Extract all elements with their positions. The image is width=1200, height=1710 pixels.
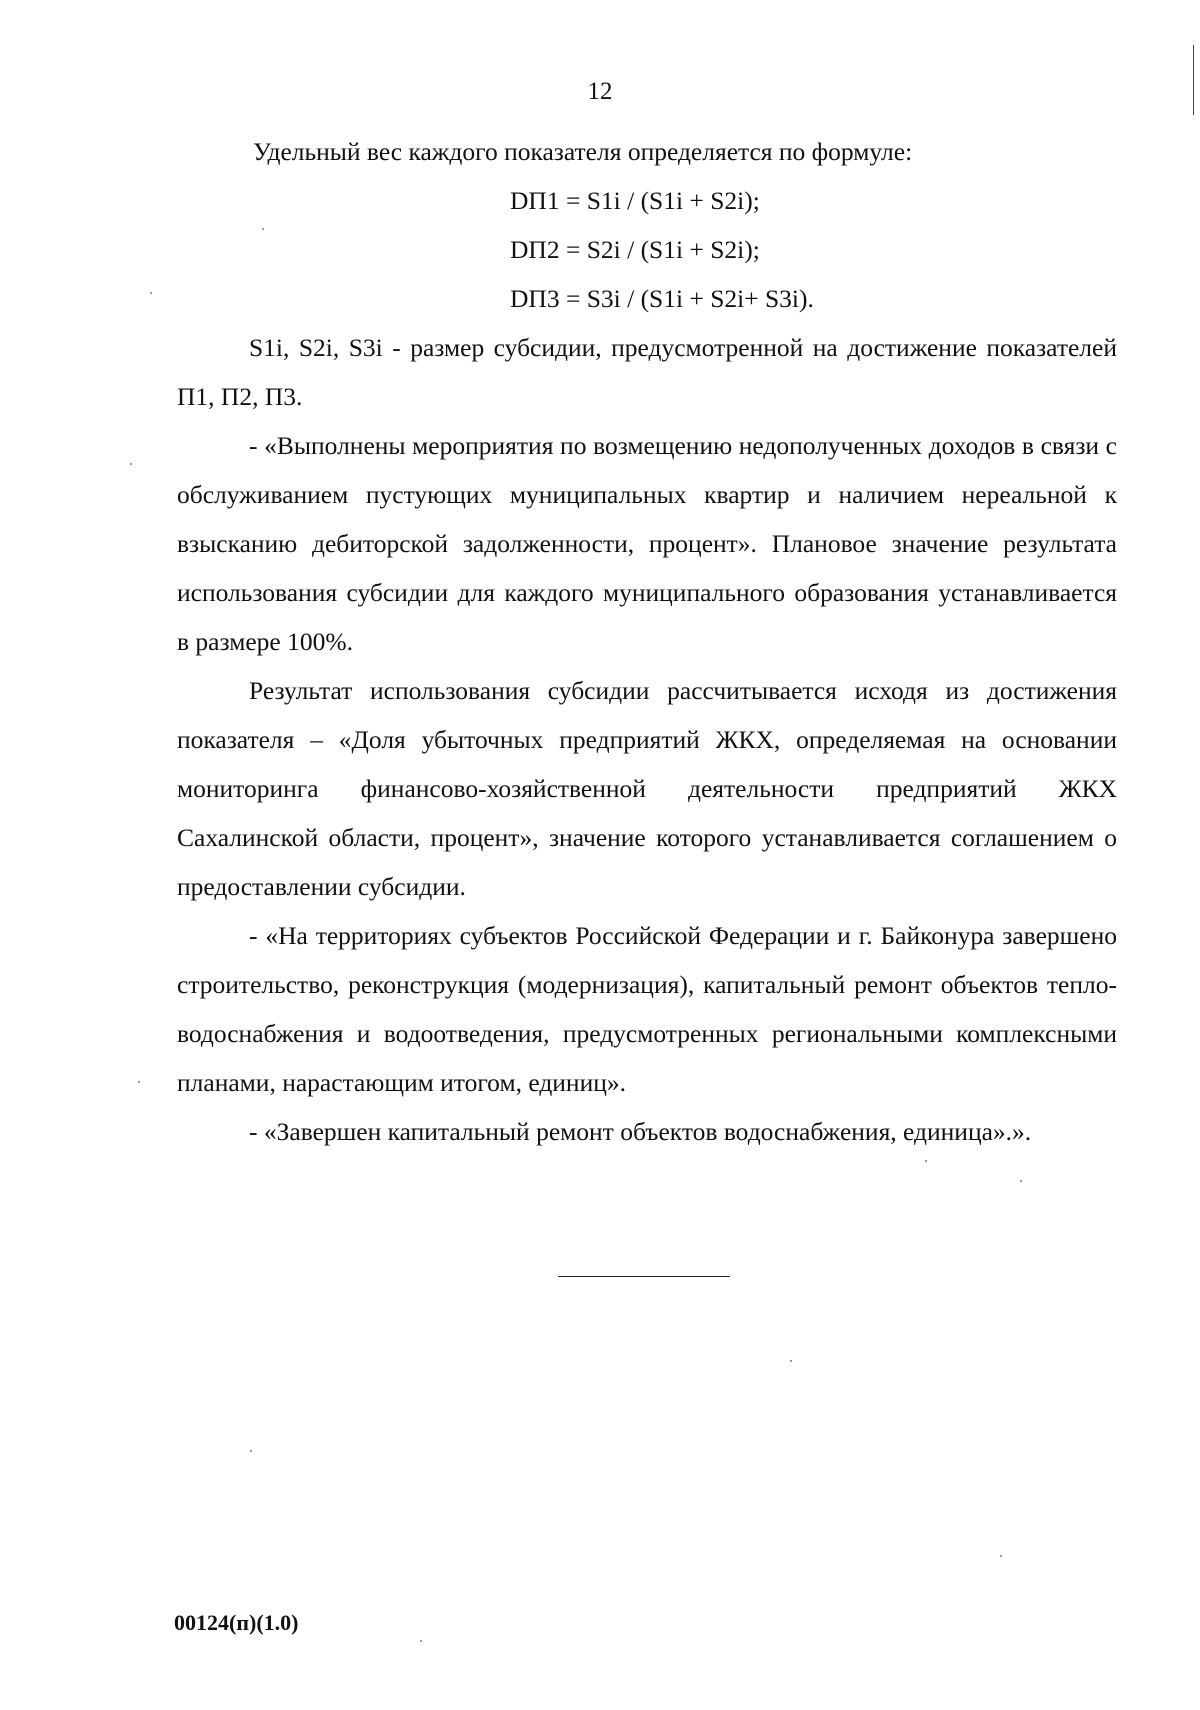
intro-text: Удельный вес каждого показателя определяется по формуле: <box>253 137 913 166</box>
paragraph-income-compensation: - «Выполнены мероприятия по возмещению недополученных доходов в связи с обслуживанием пустующих муниципальных квартир и наличием нереальной к взысканию дебиторской задолженности, процент». Плановое значение результата использования субсидии для каждого муниципального образования устанавливается в размере 100%. <box>177 431 1117 656</box>
paragraph-construction: - «На территориях субъектов Российской Федерации и г. Байконура завершено строительство, реконструкция (модернизация), капитальный ремонт объектов тепло-водоснабжения и водоотведения, предусмотренных региональными комплексными планами, нарастающим итогом, единиц». <box>177 921 1117 1097</box>
separator-line <box>558 1276 730 1277</box>
paragraph-water-supply-repair: - «Завершен капитальный ремонт объектов водоснабжения, единица».». <box>249 1117 1032 1146</box>
scan-speck <box>130 463 132 465</box>
document-code: 00124(п)(1.0) <box>174 1610 299 1635</box>
scan-speck <box>150 292 152 294</box>
scan-speck <box>790 1360 792 1362</box>
scan-speck <box>138 1081 140 1083</box>
formula-dp1: DП1 = S1i / (S1i + S2i); <box>510 186 760 215</box>
paragraph-result-calculation: Результат использования субсидии рассчитывается исходя из достижения показателя – «Доля убыточных предприятий ЖКХ, определяемая на основании мониторинга финансово-хозяйственной деятельности предприятий ЖКХ Сахалинской области, процент», значение которого устанавливается соглашением о предоставлении субсидии. <box>177 676 1117 901</box>
formula-dp3: DП3 = S3i / (S1i + S2i+ S3i). <box>510 284 814 313</box>
scan-edge-mark <box>1193 45 1194 115</box>
scan-speck <box>250 1450 252 1452</box>
scan-speck <box>1020 1180 1022 1182</box>
body-text <box>177 323 1117 1156</box>
paragraph-subsidy-sizes: S1i, S2i, S3i - размер субсидии, предусмотренной на достижение показателей П1, П2, П3. <box>177 333 1117 411</box>
formula-dp2: DП2 = S2i / (S1i + S2i); <box>510 235 760 264</box>
scan-speck <box>262 228 264 230</box>
scan-speck <box>420 1640 422 1642</box>
formula-block <box>510 176 814 323</box>
scan-speck <box>925 1160 927 1162</box>
scan-speck <box>1000 1555 1002 1557</box>
page-number: 12 <box>587 78 613 105</box>
